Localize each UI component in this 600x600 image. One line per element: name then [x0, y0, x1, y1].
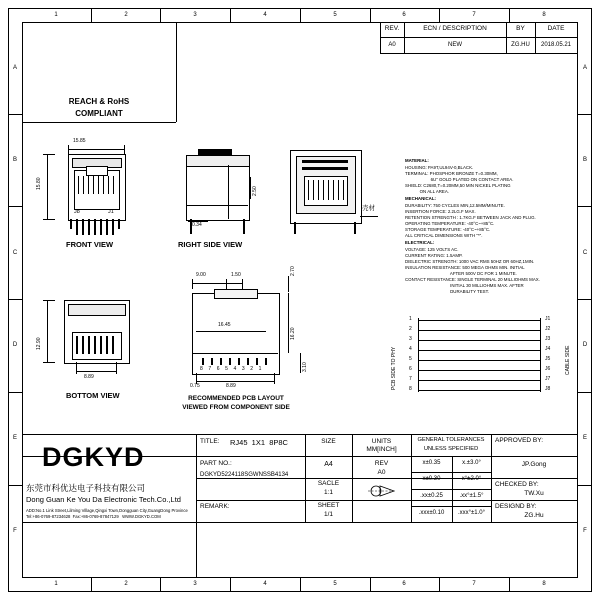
back-view-label: 壳材	[362, 205, 375, 212]
spec-electrical-title: ELECTRICAL:	[405, 240, 435, 245]
rev-row-rev: A0	[388, 42, 396, 48]
dim-pcb-top-b: 1.50	[231, 272, 241, 278]
tolerance-r2-c1: x±0.30	[422, 476, 441, 482]
zone-tick	[577, 299, 591, 300]
dim-ext-bottom	[43, 219, 55, 220]
zone-row-a: A	[12, 65, 17, 71]
company-address-2: Tel:+86-0769-87234628 Fax:+86-0769-87847129 WWW.DGKYD.COM	[26, 514, 161, 519]
schematic-wire-5	[418, 360, 540, 361]
pcb-layout-title-line2: VIEWED FROM COMPONENT SIDE	[182, 404, 290, 411]
units-value: MM[INCH]	[366, 446, 397, 453]
zone-row-e-right: E	[582, 435, 587, 441]
outer-border-left	[8, 8, 9, 592]
front-pin	[106, 219, 108, 235]
zone-tick	[8, 114, 22, 115]
back-contact	[313, 180, 314, 200]
zone-tick	[439, 577, 440, 591]
schematic-left-pin-1: 1	[409, 316, 412, 322]
dim-ext	[226, 279, 227, 289]
spec-elec-7: INITIAL 30 MILLIOHMS MAX. AFTER	[405, 283, 524, 288]
rev-table-row-bottom	[380, 53, 577, 54]
zone-row-d: D	[12, 342, 18, 348]
inner-border-top	[22, 22, 578, 23]
dim-right-h1: 2.50	[252, 186, 258, 196]
dim-ext	[274, 373, 275, 384]
schematic-right-pin-j4: J4	[545, 346, 551, 352]
schematic-wire-8	[418, 390, 540, 391]
rev-header-rev: REV.	[384, 25, 400, 32]
zone-col-1-bottom: 1	[54, 581, 58, 587]
back-view-tab	[302, 167, 348, 170]
schematic-right-pin-j7: J7	[545, 376, 551, 382]
back-contact	[343, 180, 344, 200]
bottom-contact	[106, 336, 108, 354]
bottom-contact	[82, 336, 84, 354]
dim-pcb-right-a: 2.70	[290, 266, 296, 276]
zone-col-1: 1	[54, 12, 58, 18]
scale-value: 1:1	[323, 489, 334, 496]
dim-right-h1-line	[250, 177, 251, 199]
rev-label: REV	[374, 460, 389, 467]
approved-value: JP.Gong	[521, 461, 547, 468]
schematic-left-pin-2: 2	[409, 326, 412, 332]
schematic-wire-6	[418, 370, 540, 371]
zone-row-b-right: B	[582, 157, 587, 163]
zone-tick	[160, 577, 161, 591]
outer-border-right	[591, 8, 592, 592]
back-contact	[308, 180, 309, 200]
approved-row-2	[491, 500, 577, 501]
zone-tick	[300, 8, 301, 22]
schematic-wire-2	[418, 330, 540, 331]
tolerance-r3-c2: .xx°±1.5°	[459, 493, 484, 499]
spec-elec-5: AFTER 500V DC FOR 1 MINUTE.	[405, 271, 517, 276]
title-label: TITLE:	[200, 438, 220, 445]
schematic-right-pin-j5: J5	[545, 356, 551, 362]
zone-col-5-bottom: 5	[333, 581, 337, 587]
schematic-wire-1	[418, 320, 540, 321]
tolerance-title-2: UNLESS SPECIFIED	[423, 446, 479, 452]
zone-row-e: E	[12, 435, 17, 441]
zone-tick	[8, 392, 22, 393]
pcb-hole	[256, 358, 258, 365]
checked-value: TW.Xu	[524, 490, 544, 497]
zone-tick	[160, 8, 161, 22]
spec-material-title: MATERIAL:	[405, 158, 429, 163]
pcb-hole	[238, 358, 240, 365]
zone-tick	[8, 299, 22, 300]
front-pin	[76, 219, 78, 235]
tolerance-header-bottom	[411, 456, 491, 457]
spec-material-2: TERMINAL: PHOSPHOR BRONZE T=0.30MM,	[405, 171, 498, 176]
dim-ext	[76, 362, 77, 374]
back-label-leader	[360, 216, 378, 217]
inner-border-left	[22, 22, 23, 578]
front-contact	[88, 176, 89, 194]
front-pin-label-j1: J1	[108, 209, 114, 215]
bottom-contact	[94, 336, 96, 354]
schematic-right-label: CABLE SIDE	[565, 345, 571, 375]
pcb-layout-title-line1: RECOMMENDED PCB LAYOUT	[188, 395, 284, 402]
zone-col-5: 5	[333, 12, 337, 18]
tolerance-r1-c1: x±0.35	[422, 460, 441, 466]
rev-header-by: BY	[516, 25, 525, 32]
front-contact	[103, 176, 104, 194]
zone-row-d-right: D	[582, 342, 588, 348]
spec-mechanical-title: MECHANICAL:	[405, 196, 436, 201]
dim-ext	[192, 279, 193, 289]
right-side-view-title: RIGHT SIDE VIEW	[178, 240, 243, 249]
partno-value: DGKYD5224118SGWNSSB4134	[200, 472, 289, 478]
approved-row-1	[491, 478, 577, 479]
schematic-right-pin-j2: J2	[545, 326, 551, 332]
back-contact	[318, 180, 319, 200]
front-pin	[112, 219, 114, 235]
back-contact	[333, 180, 334, 200]
zone-tick	[300, 577, 301, 591]
right-side-top-face	[186, 155, 250, 167]
pcb-hole	[211, 358, 213, 365]
rev-row-by: ZG.HU	[511, 42, 530, 48]
zone-tick	[230, 8, 231, 22]
schematic-left-pin-3: 3	[409, 336, 412, 342]
schematic-right-rail	[540, 318, 541, 392]
spec-elec-3: DIELECTRIC STRENGTH: 1000 VAC RMS 50HZ OR 60HZ,1MIN.	[405, 259, 535, 264]
rev-value: A0	[377, 469, 386, 476]
scale-label: SACLE	[317, 480, 340, 487]
size-row-div	[305, 478, 352, 479]
schematic-left-pin-4: 4	[409, 346, 412, 352]
pcb-hole	[247, 358, 249, 365]
pcb-hole	[265, 358, 267, 365]
size-value: A4	[324, 461, 333, 468]
units-label: UNITS	[371, 438, 392, 445]
bottom-view-cavity	[72, 332, 122, 360]
rev-header-date: DATE	[547, 25, 565, 32]
spec-elec-6: CONTACT RESISTANCE: SINGLE TERMINAL 20 MILLIOHMS MAX.	[405, 277, 540, 282]
approved-label: APPROVED BY:	[495, 437, 544, 444]
dim-pcb-bot-b: 8.89	[226, 383, 236, 389]
zone-col-7-bottom: 7	[472, 581, 476, 587]
inner-border-right	[577, 22, 578, 578]
spec-elec-4: INSULATION RESISTANCE: 500 MEGA OHMS MIN. INITIAL	[405, 265, 525, 270]
bottom-contact	[112, 336, 114, 354]
spec-mech-3: RETENTION STRENGTH : 1.7KG.F BETWEEN JACK AND PLUG.	[405, 215, 536, 220]
dim-bottom-height-line	[47, 300, 48, 362]
schematic-wire-4	[418, 350, 540, 351]
back-view-tab	[302, 160, 348, 163]
zone-tick	[509, 577, 510, 591]
right-side-pin	[190, 219, 192, 234]
front-pin	[88, 219, 90, 235]
spec-material-5: ON ALL AREA.	[405, 189, 450, 194]
zone-col-6: 6	[402, 12, 406, 18]
dim-ext	[116, 362, 117, 374]
front-pin-label-j8: J8	[74, 209, 80, 215]
zone-tick	[509, 8, 510, 22]
zone-col-8-bottom: 8	[542, 581, 546, 587]
pcb-hole	[220, 358, 222, 365]
designed-value: ZG.Hu	[524, 512, 544, 519]
dim-pcb-right-a-line	[288, 276, 289, 292]
tolerance-r4-c2: .xxx°±1.0°	[457, 510, 486, 516]
right-side-pin	[243, 219, 245, 234]
zone-row-c-right: C	[582, 250, 588, 256]
front-contact	[93, 176, 94, 194]
dim-ext	[43, 362, 55, 363]
zone-col-2: 2	[124, 12, 128, 18]
bottom-contact	[88, 336, 90, 354]
spec-material-1: HOUSING: PA9T,UL94V-0,BLACK.	[405, 165, 474, 170]
bottom-contact	[100, 336, 102, 354]
zone-row-a-right: A	[582, 65, 587, 71]
compliance-box-bottom	[22, 122, 176, 123]
zone-tick	[577, 485, 591, 486]
dim-pcb-top-a-line	[192, 283, 226, 284]
dim-pcb-mid-line	[196, 331, 266, 332]
partno-label: PART NO.:	[200, 460, 232, 467]
dim-pcb-mid: 16.45	[218, 322, 231, 328]
company-address-1: ADD:No.1 Link Street,Lilming Village,Qingxi Town,Dongguan City,GuangDong Province	[26, 508, 188, 513]
compliance-box-right	[176, 22, 177, 122]
schematic-left-pin-6: 6	[409, 366, 412, 372]
schematic-right-pin-j3: J3	[545, 336, 551, 342]
dim-pcb-bot-a: 0.75	[190, 383, 200, 389]
dim-pcb-bottom-line	[196, 381, 274, 382]
dim-pcb-right-c-line	[300, 353, 301, 373]
zone-tick	[370, 577, 371, 591]
company-name-en: Dong Guan Ke You Da Electronic Tech.Co.,Ltd	[26, 495, 181, 504]
bottom-view-title: BOTTOM VIEW	[66, 391, 120, 400]
zone-row-f-right: F	[583, 528, 587, 534]
compliance-line-1: REACH & RoHS	[68, 97, 130, 106]
spec-mech-1: DURABILITY: 750 CYCLES MIN,12.5MM/MINUTE.	[405, 203, 505, 208]
dim-pcb-right-c: 3.10	[302, 362, 308, 372]
scale-row-div	[305, 500, 352, 501]
schematic-left-pin-7: 7	[409, 376, 412, 382]
back-view-pin	[294, 222, 296, 234]
titleblock-bottom-div	[22, 522, 577, 523]
right-side-step	[186, 205, 248, 206]
bottom-contact	[76, 336, 78, 354]
right-side-edge	[228, 165, 229, 219]
dim-bottom-width-line	[76, 371, 116, 372]
back-contact	[323, 180, 324, 200]
zone-tick	[91, 8, 92, 22]
spec-material-4: SHIELD: C2680,T=0.20MM,50 MIN NICKEL PLATING	[405, 183, 511, 188]
schematic-right-pin-j1: J1	[545, 316, 551, 322]
schematic-right-pin-j6: J6	[545, 366, 551, 372]
dim-pcb-right-b-line	[288, 293, 289, 353]
spec-elec-1: VOLTAGE: 125 VOLTS AC.	[405, 247, 459, 252]
front-contact	[78, 176, 79, 194]
designed-label: DESIGND BY:	[495, 503, 537, 510]
pcb-layout-notch	[214, 289, 258, 299]
dim-bottom-width: 8.89	[84, 374, 94, 380]
tolerance-r1-c2: x.±3.0°	[462, 460, 481, 466]
front-pin	[94, 219, 96, 235]
zone-col-2-bottom: 2	[124, 581, 128, 587]
zone-col-3: 3	[193, 12, 197, 18]
back-contact	[328, 180, 329, 200]
projection-symbol-icon	[368, 484, 396, 496]
zone-tick	[91, 577, 92, 591]
spec-mech-2: INSERTION FORCE: 2.2LG.F MAX.	[405, 209, 476, 214]
zone-row-f: F	[13, 528, 17, 534]
zone-col-7: 7	[472, 12, 476, 18]
dim-ext-top	[43, 154, 55, 155]
front-contact	[113, 176, 114, 194]
tolerance-r4-c1: .xxx±0.10	[418, 510, 445, 516]
dim-ext	[242, 279, 243, 289]
front-view-key-slot	[86, 166, 108, 176]
schematic-wire-3	[418, 340, 540, 341]
sheet-value: 1/1	[323, 511, 334, 518]
spec-mech-6: ALL CRITICAL DIMENSIONS WITH "*".	[405, 233, 483, 238]
dim-pcb-top-b-line	[226, 283, 242, 284]
schematic-left-pin-8: 8	[409, 386, 412, 392]
front-contact	[108, 176, 109, 194]
pcb-hole	[229, 358, 231, 365]
front-pin	[100, 219, 102, 235]
dim-front-height: 15.80	[36, 177, 42, 190]
size-label: SIZE	[321, 438, 336, 445]
front-contact	[83, 176, 84, 194]
bottom-view-top-edge	[68, 304, 126, 316]
tolerance-title-1: GENERAL TOLERANCES	[417, 437, 485, 443]
spec-elec-8: DURABILITY TEST.	[405, 289, 490, 294]
zone-row-b: B	[12, 157, 17, 163]
dim-bottom-height: 12.90	[36, 337, 42, 350]
back-contact	[338, 180, 339, 200]
zone-tick	[577, 206, 591, 207]
checked-label: CHECKED BY:	[495, 481, 539, 488]
titleblock-top	[22, 434, 577, 435]
remark-label: REMARK:	[200, 503, 230, 510]
dim-right-h2: 0.34	[192, 222, 202, 228]
schematic-right-pin-j8: J8	[545, 386, 551, 392]
zone-tick	[8, 485, 22, 486]
company-name-cn: 东莞市科优达电子科技有限公司	[26, 483, 146, 493]
schematic-wire-7	[418, 380, 540, 381]
pcb-pin-numbers: 8 7 6 5 4 3 2 1	[200, 366, 264, 372]
zone-col-4: 4	[263, 12, 267, 18]
pcb-hole	[202, 358, 204, 365]
pcb-layout-divider	[192, 353, 278, 354]
zone-tick	[577, 114, 591, 115]
rev-row-desc: NEW	[448, 42, 462, 48]
zone-tick	[577, 392, 591, 393]
sheet-label: SHEET	[317, 502, 340, 509]
front-ground-pin	[70, 219, 72, 229]
spec-elec-2: CURRENT RATING: 1.5AMP.	[405, 253, 463, 258]
zone-tick	[8, 206, 22, 207]
tolerance-row-1	[411, 472, 491, 473]
zone-col-3-bottom: 3	[193, 581, 197, 587]
rev-table-header-bottom	[380, 37, 577, 38]
spec-material-3: 6U" GOLD PLATED ON CONTACT AREA.	[405, 177, 514, 182]
company-logo: DGKYD	[42, 442, 145, 472]
spec-mech-5: STORAGE TEMPERATURE: -40°C~+85°C.	[405, 227, 491, 232]
front-contact	[98, 176, 99, 194]
title-value: RJ45 1X1 8P8C	[230, 438, 288, 447]
dim-front-width-line	[68, 149, 124, 150]
front-pin	[82, 219, 84, 235]
zone-col-4-bottom: 4	[263, 581, 267, 587]
zone-tick	[370, 8, 371, 22]
dim-front-width: 15.85	[73, 138, 86, 144]
dim-pcb-top-a: 9.00	[196, 272, 206, 278]
rev-header-desc: ECN / DESCRIPTION	[423, 25, 487, 32]
tolerance-r2-c2: x°±2.0°	[461, 476, 482, 482]
spec-mech-4: OPERATING TEMPERATURE: -40°C~+85°C.	[405, 221, 495, 226]
compliance-line-2: COMPLIANT	[75, 109, 123, 118]
titleblock-col-1	[196, 434, 197, 577]
rev-row-date: 2018.05.21	[540, 42, 572, 48]
dim-front-height-line	[47, 154, 48, 219]
schematic-left-pin-5: 5	[409, 356, 412, 362]
zone-tick	[230, 577, 231, 591]
front-ground-pin	[118, 219, 120, 229]
back-view-pin	[354, 222, 356, 234]
zone-row-c: C	[12, 250, 18, 256]
tolerance-r3-c1: .xx±0.25	[420, 493, 443, 499]
front-view-title: FRONT VIEW	[66, 240, 114, 249]
right-side-latch	[198, 149, 232, 156]
zone-tick	[439, 8, 440, 22]
dim-ext	[43, 300, 55, 301]
outer-border-bottom	[8, 591, 592, 592]
tolerance-row-3	[411, 506, 491, 507]
zone-col-8: 8	[542, 12, 546, 18]
zone-col-6-bottom: 6	[402, 581, 406, 587]
tolerance-row-2	[411, 489, 491, 490]
schematic-left-label: PCB SIDE TO PHY	[391, 346, 397, 390]
back-view-window	[304, 176, 348, 206]
dim-pcb-right-b: 16.20	[290, 327, 296, 340]
